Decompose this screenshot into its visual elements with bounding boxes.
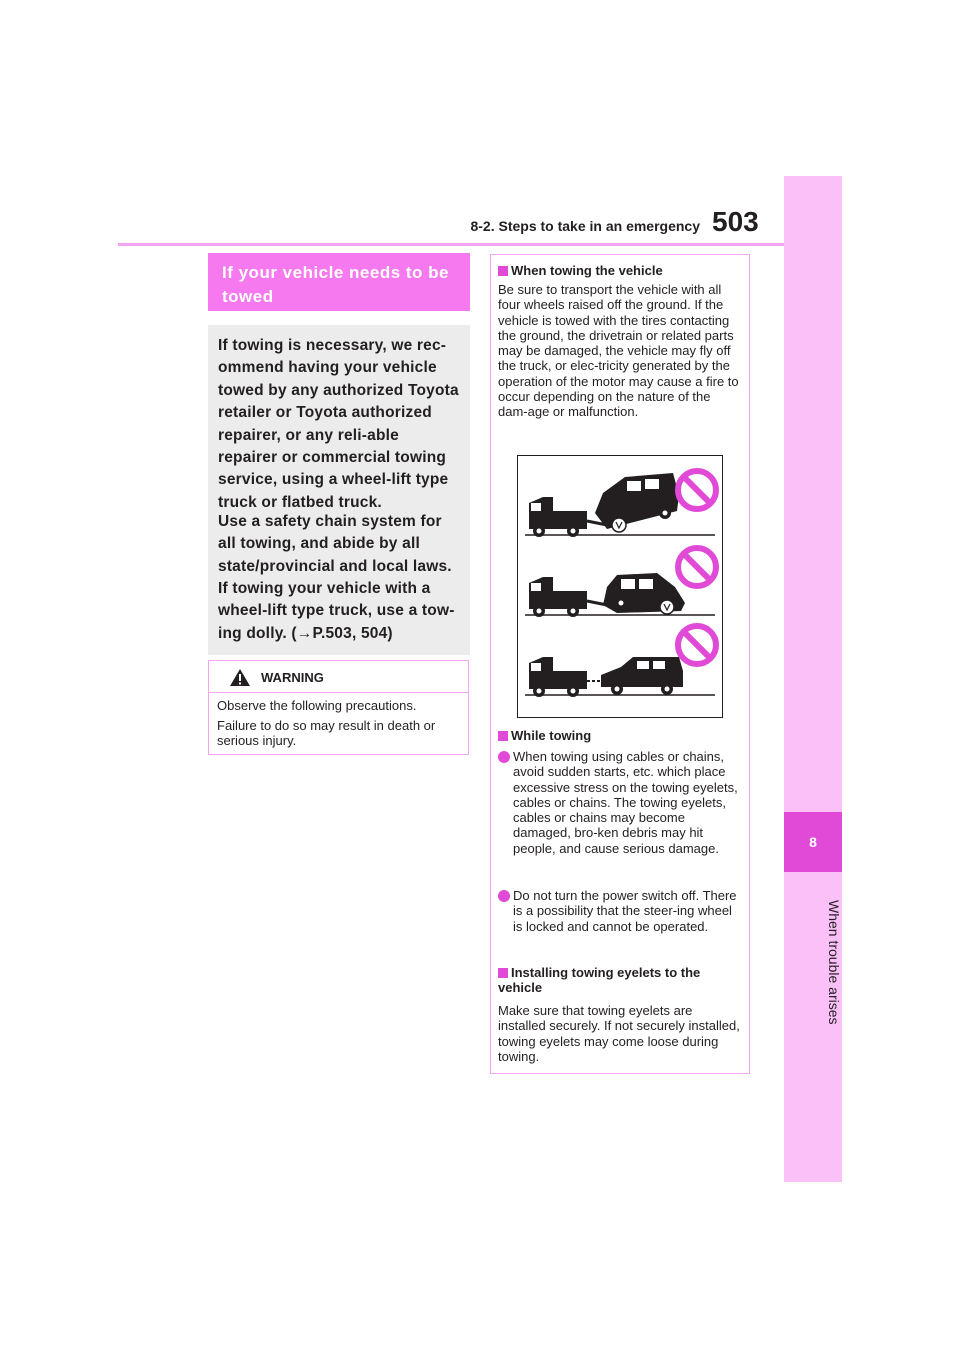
towing-illustration xyxy=(517,455,723,718)
warning-header xyxy=(209,661,468,693)
page-number: 503 xyxy=(712,206,759,237)
subsection-heading: While towing xyxy=(498,728,743,743)
warning-text: Failure to do so may result in death or serious injury. xyxy=(217,718,436,748)
bullet-dot-icon xyxy=(498,890,510,902)
info-box xyxy=(208,325,470,655)
warning-box xyxy=(208,660,469,755)
section-heading-box xyxy=(208,253,470,311)
info-paragraph: If towing is necessary, we rec-ommend having your vehicle towed by any authorized Toyota retailer or Toyota authorized repairer, or any reli-able repairer or commercial towing service, using a wheel-lift type truck or flatbed truck. xyxy=(218,337,459,511)
header-rule xyxy=(118,243,784,246)
square-marker-icon xyxy=(498,266,508,276)
subsection-heading: When towing the vehicle xyxy=(498,263,743,278)
subsection-heading: Installing towing eyelets to the vehicle xyxy=(498,965,701,996)
subsection-body: Be sure to transport the vehicle with all four wheels raised off the ground. If the vehicle is towed with the tires contacting the ground, the drivetrain or related parts may be damaged, the vehicle may fly off the truck, or elec-tricity generated by the operation of the motor may cause a fire to occur depending on the nature of the dam-age or malfunction. xyxy=(498,282,739,420)
chapter-label: When trouble arises xyxy=(826,899,842,1025)
bullet-text: When towing using cables or chains, avoid sudden starts, etc. which place excessive stress on the towing eyelets, cables or chains. The towing eyelets, cables or chains may become damaged, bro-ken debris may hit people, and cause serious damage. xyxy=(513,749,738,856)
section-title: 8-2. Steps to take in an emergency xyxy=(470,218,700,234)
warning-text: Observe the following precautions. xyxy=(217,698,417,713)
chapter-number: 8 xyxy=(784,812,842,872)
warning-triangle-icon xyxy=(229,668,251,687)
section-heading: If your vehicle needs to be towed xyxy=(222,263,450,306)
square-marker-icon xyxy=(498,968,508,978)
bullet-text: Do not turn the power switch off. There is a possibility that the steer-ing wheel is locked and cannot be operated. xyxy=(513,888,737,934)
info-paragraph: If towing your vehicle with a wheel-lift type truck, use a tow-ing dolly. (→P.503, 504) xyxy=(218,580,455,642)
warning-title: WARNING xyxy=(261,670,324,685)
info-paragraph: Use a safety chain system for all towing, and abide by all state/provincial and local laws. xyxy=(218,513,452,575)
subsection-body: Make sure that towing eyelets are installed securely. If not securely installed, towing eyelets may come loose during towing. xyxy=(498,1003,740,1064)
bullet-dot-icon xyxy=(498,751,510,763)
square-marker-icon xyxy=(498,731,508,741)
